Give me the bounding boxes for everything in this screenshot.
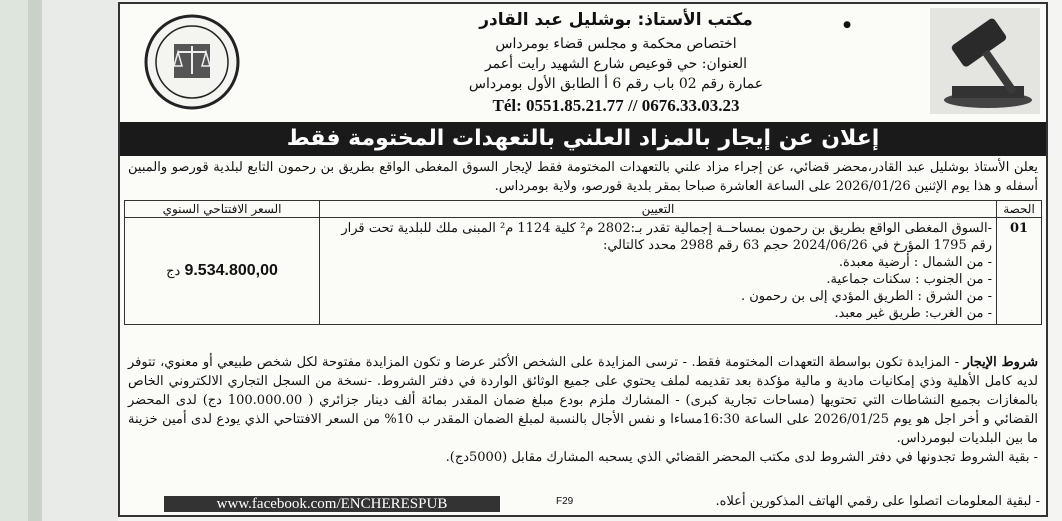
header-lot: الحصة: [997, 201, 1042, 218]
facebook-link[interactable]: www.facebook.com/ENCHERESPUB: [164, 496, 500, 512]
lot-designation-cell: [320, 218, 997, 325]
office-building: عمارة رقم 02 باب رقم 6 أ الطابق الأول بومرداس: [468, 76, 764, 92]
contact-note: - لبقية المعلومات اتصلوا على رقمي الهاتف المذكورين أعلاه.: [715, 494, 1040, 509]
conditions-section: [128, 353, 1038, 467]
header-price: السعر الافتتاحي السنوي: [125, 201, 320, 218]
page-code: F29: [556, 496, 574, 507]
table-row: [125, 218, 1042, 325]
boundary-west: - من الغرب: طريق غير معبد.: [834, 306, 992, 321]
scan-edge: [0, 0, 28, 521]
lot-price-cell: [125, 218, 320, 325]
office-title: مكتب الأستاذ: بوشليل عبد القادر: [479, 10, 753, 30]
lots-table: [124, 200, 1042, 325]
header-designation: التعيين: [320, 201, 997, 218]
conditions-item-2: - بقية الشروط تجدونها في دفتر الشروط لدى مكتب المحضر القضائي الذي يسحبه المشارك مقابل (5000دج).: [445, 450, 1038, 465]
office-address: العنوان: حي قوعيص شارع الشهيد رايت أعمر: [484, 56, 748, 72]
conditions-text: - المزايدة تكون بواسطة التعهدات المختومة فقط. - ترسى المزايدة على الشخص الأكثر عرضا و تكون المزايدة مفتوحة لكل شخص طبيعي أو معنوي، تتوفر لديه كامل الأهلية وذي إمكانيات مادية و مالية مؤكدة بعد تقديمه لملف يحتوي على جميع الوثائق الواردة في دفتر الشروط. -نسخة من السجل التجاري الالكتروني الخاص بالمغازات بجميع النشاطات التي تحتويها (مساحات تجارية كبرى) - المشارك ملزم بودع مبلغ ضمان المقدر بمائة ألف دينار جزائري ( 100.000.00 دج) لدى المحضر القضائي و أخر اجل هو يوم 2026/01/25 على الساعة 16:30مساءا و نفس الأجال بالنسبة لمبلغ الضمان المقدر ب 10% من السعر الافتتاحي الذي يودع لدى أمين خزينة ما بين البلديات لبومرداس.: [128, 355, 1038, 446]
gavel-icon: [930, 8, 1040, 114]
boundary-south: - من الجنوب : سكنات جماعية.: [826, 272, 992, 287]
bullet-icon: ●: [843, 20, 851, 30]
conditions-label: شروط الإيجار: [963, 355, 1038, 370]
office-phone: Tél: 0551.85.21.77 // 0676.33.03.23: [492, 96, 740, 115]
scales-of-justice-icon: [140, 12, 244, 112]
boundary-north: - من الشمال : أرضية معبدة.: [838, 255, 992, 270]
intro-paragraph: يعلن الأستاذ بوشليل عبد القادر،محضر قضائي، عن إجراء مزاد علني بالتعهدات المختومة فقط لإيجار السوق المغطى الواقع بطريق بن رحمون التابع لبلدية قورصو والمبين أسفله و هذا يوم الإثنين 2026/01/26 على الساعة العاشرة صباحا بمقر بلدية قورصو، ولاية بومرداس.: [128, 160, 1038, 194]
table-header-row: [125, 201, 1042, 218]
opening-price: 9.534.800,00: [184, 262, 278, 279]
price-currency: دج: [166, 264, 181, 279]
notice-footer: [130, 494, 1040, 514]
office-specialty: اختصاص محكمة و مجلس قضاء بومرداس: [495, 36, 737, 52]
boundary-east: - من الشرق : الطريق المؤدي إلى بن رحمون .: [740, 289, 992, 304]
lot-number: 01: [997, 218, 1042, 325]
notice-header: [120, 4, 1046, 122]
scan-shadow: [28, 0, 42, 521]
notice-sheet: [118, 2, 1048, 517]
notice-banner: إعلان عن إيجار بالمزاد العلني بالتعهدات المختومة فقط: [120, 122, 1046, 156]
lot-designation: -السوق المغطى الواقع بطريق بن رحمون بمساحــة إجمالية تقدر بـ:2802 م² كلية 1124 م² المبنى ملك للبلدية تحت قرار رقم 1795 المؤرخ في 2024/06/26 حجم 63 رقم 2988 محدد كالتالي:: [341, 221, 992, 253]
